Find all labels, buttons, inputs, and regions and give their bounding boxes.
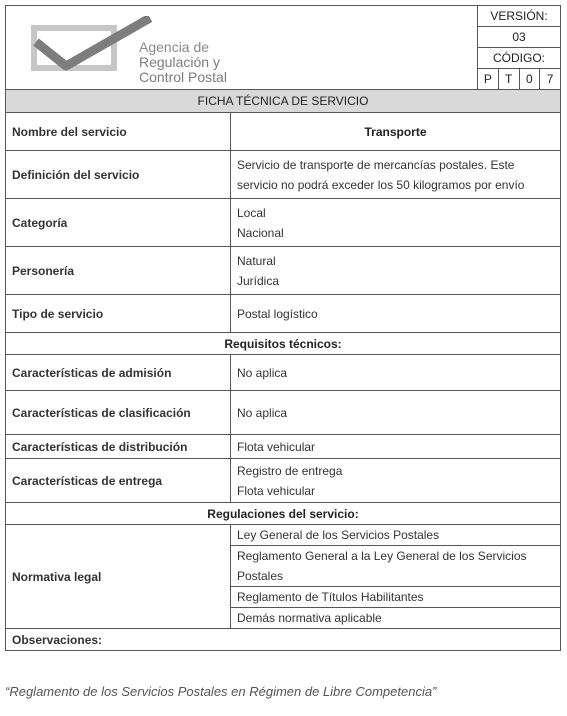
code-char: 7 xyxy=(546,72,554,86)
classification-label: Características de clasificación xyxy=(6,391,231,435)
delivery-line: Registro de entrega xyxy=(237,463,343,478)
footer-caption: “Reglamento de los Servicios Postales en Régimen de Libre Competencia” xyxy=(5,684,437,699)
brand-line-2: Regulación y xyxy=(139,54,220,70)
service-table xyxy=(5,5,561,651)
version-label: VERSIÓN: xyxy=(478,6,560,27)
regulation-item: Ley General de los Servicios Postales xyxy=(231,525,561,546)
personeria-line: Natural xyxy=(237,253,276,268)
service-definition-value xyxy=(231,151,561,199)
code-label: CÓDIGO: xyxy=(478,48,560,69)
service-definition-label: Definición del servicio xyxy=(6,151,231,199)
brand-line-1: Agencia de xyxy=(139,39,210,55)
regulation-item xyxy=(231,546,561,587)
personeria-value xyxy=(231,247,561,295)
logo-area xyxy=(6,6,478,90)
agency-name xyxy=(139,40,227,85)
definition-line: servicio no podrá exceder los 50 kilogramos por envío xyxy=(237,177,525,192)
service-type-value: Postal logístico xyxy=(231,295,561,333)
legal-norms-label: Normativa legal xyxy=(6,525,231,629)
regulation-item: Reglamento de Títulos Habilitantes xyxy=(231,587,561,608)
delivery-label: Características de entrega xyxy=(6,459,231,503)
definition-line: Servicio de transporte de mercancías postales. Este xyxy=(237,157,515,172)
admission-label: Características de admisión xyxy=(6,355,231,391)
service-type-label: Tipo de servicio xyxy=(6,295,231,333)
category-value xyxy=(231,199,561,247)
observations-label: Observaciones: xyxy=(6,629,561,651)
version-box xyxy=(478,6,561,90)
service-name-value: Transporte xyxy=(231,113,561,151)
sheet-title: FICHA TÉCNICA DE SERVICIO xyxy=(6,90,561,113)
category-label: Categoría xyxy=(6,199,231,247)
category-line: Local xyxy=(237,205,266,220)
code-value xyxy=(478,69,560,89)
technical-requirements-heading: Requisitos técnicos: xyxy=(6,333,561,355)
regulation-item: Demás normativa aplicable xyxy=(231,608,561,629)
delivery-line: Flota vehicular xyxy=(237,483,316,498)
admission-value: No aplica xyxy=(231,355,561,391)
personeria-line: Jurídica xyxy=(237,273,280,288)
brand-line-3: Control Postal xyxy=(139,69,227,85)
service-sheet xyxy=(5,5,560,651)
regulation-line: Postales xyxy=(237,569,284,583)
version-value: 03 xyxy=(478,27,560,48)
distribution-label: Características de distribución xyxy=(6,435,231,459)
distribution-value: Flota vehicular xyxy=(231,435,561,459)
service-regulations-heading: Regulaciones del servicio: xyxy=(6,503,561,525)
classification-value: No aplica xyxy=(231,391,561,435)
category-line: Nacional xyxy=(237,225,284,240)
code-char: P xyxy=(478,69,499,89)
regulation-line: Reglamento General a la Ley General de los Servicios xyxy=(237,549,527,563)
code-char: T xyxy=(499,69,520,89)
service-name-label: Nombre del servicio xyxy=(6,113,231,151)
delivery-value xyxy=(231,459,561,503)
code-char: 0 xyxy=(520,69,541,89)
personeria-label: Personería xyxy=(6,247,231,295)
